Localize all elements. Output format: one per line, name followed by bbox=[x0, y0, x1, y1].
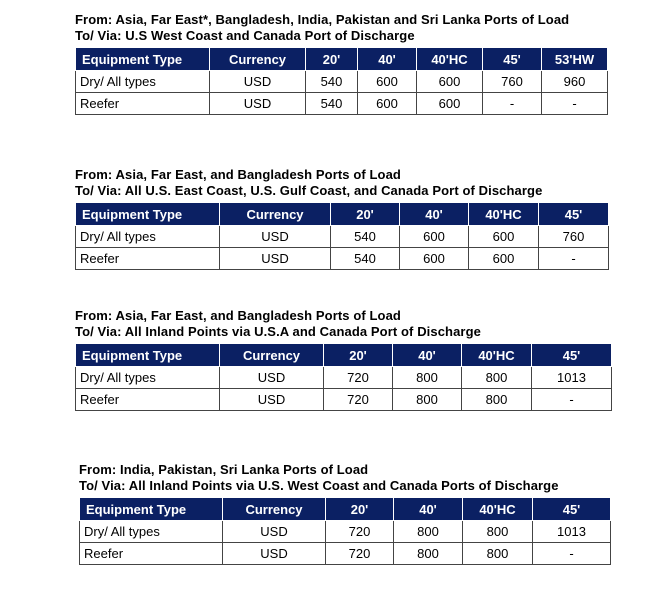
column-header: Currency bbox=[210, 48, 306, 71]
rate-section-inland-west-coast bbox=[79, 462, 611, 565]
table-cell: 600 bbox=[469, 226, 539, 248]
column-header: 53'HW bbox=[542, 48, 608, 71]
table-cell: 600 bbox=[358, 93, 417, 115]
column-header: 40' bbox=[400, 203, 469, 226]
table-row bbox=[80, 521, 611, 543]
table-cell: 600 bbox=[400, 248, 469, 270]
column-header: Equipment Type bbox=[80, 498, 223, 521]
table-row bbox=[76, 93, 608, 115]
column-header: 45' bbox=[532, 344, 612, 367]
table-cell: 800 bbox=[463, 543, 533, 565]
table-cell: - bbox=[533, 543, 611, 565]
table-cell: 800 bbox=[393, 389, 462, 411]
column-header: 45' bbox=[533, 498, 611, 521]
table-cell: Dry/ All types bbox=[80, 521, 223, 543]
table-cell: 800 bbox=[393, 367, 462, 389]
rate-section-east-gulf-coast bbox=[75, 167, 609, 270]
section-origin-heading: From: Asia, Far East, and Bangladesh Ports of Load bbox=[75, 308, 401, 323]
rate-section-inland-usa bbox=[75, 308, 612, 411]
table-cell: 600 bbox=[417, 71, 483, 93]
rate-table bbox=[75, 343, 612, 411]
section-origin-heading: From: Asia, Far East*, Bangladesh, India, Pakistan and Sri Lanka Ports of Load bbox=[75, 12, 570, 27]
column-header: Equipment Type bbox=[76, 48, 210, 71]
table-cell: 540 bbox=[306, 71, 358, 93]
table-header-row bbox=[76, 344, 612, 367]
table-row bbox=[76, 226, 609, 248]
table-header-row bbox=[76, 48, 608, 71]
rate-table bbox=[75, 202, 609, 270]
table-cell: - bbox=[539, 248, 609, 270]
column-header: 40'HC bbox=[417, 48, 483, 71]
table-cell: Reefer bbox=[76, 93, 210, 115]
rate-section-west-coast bbox=[75, 12, 608, 115]
table-cell: 540 bbox=[306, 93, 358, 115]
table-cell: 760 bbox=[539, 226, 609, 248]
table-cell: 600 bbox=[469, 248, 539, 270]
table-cell: USD bbox=[223, 543, 326, 565]
column-header: 40'HC bbox=[462, 344, 532, 367]
table-header-row bbox=[76, 203, 609, 226]
section-destination-heading: To/ Via: All Inland Points via U.S.A and Canada Port of Discharge bbox=[75, 324, 481, 339]
column-header: 40'HC bbox=[469, 203, 539, 226]
table-cell: USD bbox=[220, 248, 331, 270]
table-row bbox=[76, 367, 612, 389]
table-cell: 800 bbox=[462, 367, 532, 389]
table-cell: 720 bbox=[326, 521, 394, 543]
table-cell: Dry/ All types bbox=[76, 226, 220, 248]
table-cell: 960 bbox=[542, 71, 608, 93]
table-cell: USD bbox=[210, 71, 306, 93]
table-cell: 800 bbox=[462, 389, 532, 411]
table-row bbox=[76, 71, 608, 93]
table-cell: 1013 bbox=[532, 367, 612, 389]
table-cell: 600 bbox=[400, 226, 469, 248]
column-header: 45' bbox=[539, 203, 609, 226]
table-cell: USD bbox=[220, 389, 324, 411]
column-header: 45' bbox=[483, 48, 542, 71]
column-header: 40' bbox=[358, 48, 417, 71]
table-cell: Dry/ All types bbox=[76, 71, 210, 93]
column-header: 40' bbox=[394, 498, 463, 521]
table-cell: Reefer bbox=[76, 248, 220, 270]
table-cell: 540 bbox=[331, 226, 400, 248]
section-destination-heading: To/ Via: All U.S. East Coast, U.S. Gulf Coast, and Canada Port of Discharge bbox=[75, 183, 543, 198]
table-cell: 720 bbox=[326, 543, 394, 565]
column-header: 20' bbox=[326, 498, 394, 521]
table-cell: 600 bbox=[358, 71, 417, 93]
column-header: Currency bbox=[220, 203, 331, 226]
section-origin-heading: From: India, Pakistan, Sri Lanka Ports of Load bbox=[79, 462, 369, 477]
table-cell: 600 bbox=[417, 93, 483, 115]
table-cell: 1013 bbox=[533, 521, 611, 543]
table-cell: Reefer bbox=[76, 389, 220, 411]
table-cell: USD bbox=[223, 521, 326, 543]
table-cell: 540 bbox=[331, 248, 400, 270]
table-cell: - bbox=[483, 93, 542, 115]
column-header: Equipment Type bbox=[76, 203, 220, 226]
table-cell: USD bbox=[220, 226, 331, 248]
table-cell: 800 bbox=[394, 521, 463, 543]
table-row bbox=[76, 248, 609, 270]
table-row bbox=[80, 543, 611, 565]
column-header: 40' bbox=[393, 344, 462, 367]
table-cell: 800 bbox=[463, 521, 533, 543]
table-cell: 720 bbox=[324, 389, 393, 411]
column-header: Currency bbox=[223, 498, 326, 521]
column-header: 20' bbox=[331, 203, 400, 226]
section-destination-heading: To/ Via: All Inland Points via U.S. West Coast and Canada Ports of Discharge bbox=[79, 478, 559, 493]
table-cell: 760 bbox=[483, 71, 542, 93]
column-header: 20' bbox=[306, 48, 358, 71]
column-header: 20' bbox=[324, 344, 393, 367]
table-cell: - bbox=[532, 389, 612, 411]
column-header: 40'HC bbox=[463, 498, 533, 521]
table-cell: 720 bbox=[324, 367, 393, 389]
column-header: Equipment Type bbox=[76, 344, 220, 367]
section-destination-heading: To/ Via: U.S West Coast and Canada Port of Discharge bbox=[75, 28, 415, 43]
rate-table bbox=[79, 497, 611, 565]
table-cell: Reefer bbox=[80, 543, 223, 565]
table-cell: - bbox=[542, 93, 608, 115]
column-header: Currency bbox=[220, 344, 324, 367]
table-cell: 800 bbox=[394, 543, 463, 565]
table-header-row bbox=[80, 498, 611, 521]
table-cell: USD bbox=[220, 367, 324, 389]
table-cell: Dry/ All types bbox=[76, 367, 220, 389]
table-row bbox=[76, 389, 612, 411]
section-origin-heading: From: Asia, Far East, and Bangladesh Ports of Load bbox=[75, 167, 401, 182]
rate-table bbox=[75, 47, 608, 115]
table-cell: USD bbox=[210, 93, 306, 115]
